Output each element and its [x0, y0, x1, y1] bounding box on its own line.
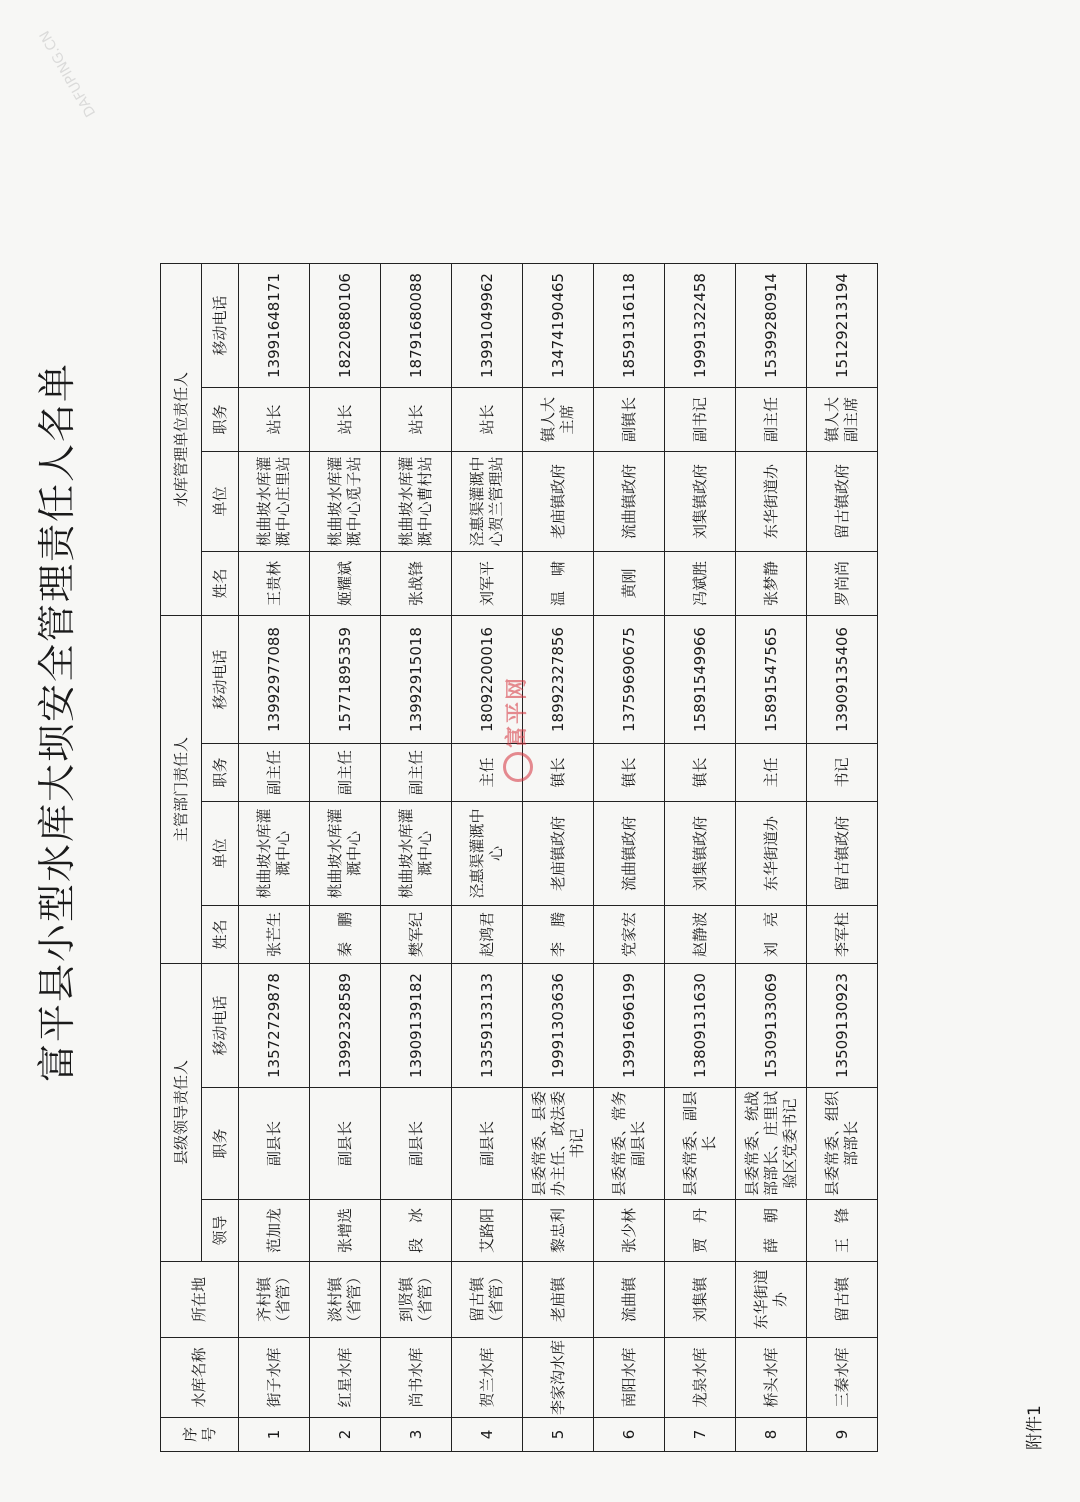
cell-seq: 2 [310, 1418, 381, 1452]
cell-dept-unit: 刘集镇政府 [665, 802, 736, 906]
cell-reservoir: 红星水库 [310, 1338, 381, 1418]
cell-dept-unit: 流曲镇政府 [594, 802, 665, 906]
cell-dept-duty: 镇长 [523, 744, 594, 802]
header-reservoir: 水库名称 [161, 1338, 239, 1418]
cell-location: 刘集镇 [665, 1262, 736, 1338]
cell-unit-duty: 副主任 [736, 388, 807, 452]
brand-watermark-text: 富平网 [505, 675, 530, 748]
cell-county-leader: 张少林 [594, 1200, 665, 1262]
table-row [310, 264, 381, 1452]
cell-dept-duty: 主任 [736, 744, 807, 802]
cell-county-phone: 13359133133 [452, 964, 523, 1088]
cell-dept-name: 党家宏 [594, 906, 665, 964]
cell-county-phone: 13992328589 [310, 964, 381, 1088]
cell-unit-duty: 站长 [452, 388, 523, 452]
cell-unit-duty: 副镇长 [594, 388, 665, 452]
cell-dept-phone: 15891547565 [736, 616, 807, 744]
cell-seq: 6 [594, 1418, 665, 1452]
cell-location: 留古镇 [807, 1262, 878, 1338]
cell-reservoir: 街子水库 [239, 1338, 310, 1418]
cell-county-leader: 贾 丹 [665, 1200, 736, 1262]
cell-unit-phone: 13991648171 [239, 264, 310, 388]
cell-dept-unit: 老庙镇政府 [523, 802, 594, 906]
watermark-domain: DAFUPING.CN [36, 27, 100, 120]
cell-reservoir: 三秦水库 [807, 1338, 878, 1418]
cell-county-leader: 薛 朝 [736, 1200, 807, 1262]
cell-unit-unit: 桃曲坡水库灌溉中心庄里站 [239, 452, 310, 552]
cell-location: 东华街道办 [736, 1262, 807, 1338]
cell-location: 到贤镇（省管） [381, 1262, 452, 1338]
attachment-label: 附件1 [1025, 1405, 1045, 1450]
cell-dept-phone: 13759690675 [594, 616, 665, 744]
cell-seq: 1 [239, 1418, 310, 1452]
header-duty: 职务 [202, 388, 239, 452]
cell-dept-duty: 镇长 [594, 744, 665, 802]
cell-unit-unit: 刘集镇政府 [665, 452, 736, 552]
cell-county-leader: 黎忠利 [523, 1200, 594, 1262]
document-title: 富平县小型水库大坝安全管理责任人名单 [35, 362, 79, 1083]
brand-watermark [500, 622, 540, 782]
header-duty: 职务 [202, 744, 239, 802]
responsibility-table [160, 263, 878, 1452]
cell-unit-phone: 15399280914 [736, 264, 807, 388]
cell-unit-name: 罗尚尚 [807, 552, 878, 616]
header-location: 所在地 [161, 1262, 239, 1338]
cell-dept-phone: 13909135406 [807, 616, 878, 744]
cell-reservoir: 桥头水库 [736, 1338, 807, 1418]
cell-seq: 3 [381, 1418, 452, 1452]
header-unit: 单位 [202, 802, 239, 906]
header-name: 姓名 [202, 552, 239, 616]
cell-dept-duty: 书记 [807, 744, 878, 802]
cell-county-leader: 段 冰 [381, 1200, 452, 1262]
cell-county-duty: 副县长 [310, 1088, 381, 1200]
table-row [381, 264, 452, 1452]
cell-county-phone: 19991303636 [523, 964, 594, 1088]
cell-dept-unit: 泾惠渠灌溉中心 [452, 802, 523, 906]
cell-county-duty: 县委常委、县委办主任、政法委书记 [523, 1088, 594, 1200]
header-phone: 移动电话 [202, 264, 239, 388]
cell-location: 淡村镇（省管） [310, 1262, 381, 1338]
cell-dept-name: 赵静波 [665, 906, 736, 964]
cell-unit-phone: 19991322458 [665, 264, 736, 388]
cell-dept-unit: 桃曲坡水库灌溉中心 [381, 802, 452, 906]
cell-seq: 9 [807, 1418, 878, 1452]
cell-reservoir: 龙泉水库 [665, 1338, 736, 1418]
cell-dept-name: 李军柱 [807, 906, 878, 964]
cell-dept-name: 赵鸿君 [452, 906, 523, 964]
cell-unit-unit: 老庙镇政府 [523, 452, 594, 552]
table-row [452, 264, 523, 1452]
cell-dept-duty: 副主任 [239, 744, 310, 802]
cell-county-leader: 艾路阳 [452, 1200, 523, 1262]
cell-unit-name: 姬耀斌 [310, 552, 381, 616]
cell-location: 老庙镇 [523, 1262, 594, 1338]
cell-dept-phone: 18092200016 [452, 616, 523, 744]
cell-county-leader: 王 锋 [807, 1200, 878, 1262]
cell-unit-unit: 泾惠渠灌溉中心贺兰管理站 [452, 452, 523, 552]
cell-county-duty: 副县长 [381, 1088, 452, 1200]
cell-location: 流曲镇 [594, 1262, 665, 1338]
cell-unit-name: 温 啸 [523, 552, 594, 616]
header-seq: 序号 [161, 1418, 239, 1452]
cell-seq: 5 [523, 1418, 594, 1452]
cell-county-duty: 县委常委、组织部部长 [807, 1088, 878, 1200]
cell-unit-duty: 站长 [239, 388, 310, 452]
cell-county-phone: 13909139182 [381, 964, 452, 1088]
brand-logo-icon [503, 752, 533, 782]
table-row [594, 264, 665, 1452]
cell-dept-phone: 13992977088 [239, 616, 310, 744]
header-unit-group: 水库管理单位责任人 [161, 264, 202, 616]
cell-dept-unit: 桃曲坡水库灌溉中心 [239, 802, 310, 906]
cell-dept-unit: 桃曲坡水库灌溉中心 [310, 802, 381, 906]
cell-unit-phone: 13991049962 [452, 264, 523, 388]
cell-dept-name: 李 腾 [523, 906, 594, 964]
cell-unit-name: 刘军平 [452, 552, 523, 616]
cell-county-duty: 副县长 [452, 1088, 523, 1200]
cell-county-duty: 县委常委、统战部部长、庄里试验区党委书记 [736, 1088, 807, 1200]
cell-seq: 4 [452, 1418, 523, 1452]
header-phone: 移动电话 [202, 616, 239, 744]
header-leader: 领导 [202, 1200, 239, 1262]
cell-unit-duty: 站长 [381, 388, 452, 452]
cell-unit-duty: 镇人大主席 [523, 388, 594, 452]
cell-dept-duty: 副主任 [381, 744, 452, 802]
cell-dept-phone: 15891549966 [665, 616, 736, 744]
cell-reservoir: 贺兰水库 [452, 1338, 523, 1418]
header-dept-group: 主管部门责任人 [161, 616, 202, 964]
cell-county-duty: 县委常委、常务副县长 [594, 1088, 665, 1200]
header-duty: 职务 [202, 1088, 239, 1200]
cell-unit-name: 张梦静 [736, 552, 807, 616]
cell-county-phone: 13572729878 [239, 964, 310, 1088]
cell-dept-phone: 13992915018 [381, 616, 452, 744]
cell-unit-name: 黄刚 [594, 552, 665, 616]
cell-dept-unit: 留古镇政府 [807, 802, 878, 906]
table-row [665, 264, 736, 1452]
cell-dept-duty: 主任 [452, 744, 523, 802]
cell-unit-unit: 流曲镇政府 [594, 452, 665, 552]
cell-county-phone: 13509130923 [807, 964, 878, 1088]
cell-unit-phone: 15129213194 [807, 264, 878, 388]
cell-unit-phone: 18591316118 [594, 264, 665, 388]
cell-unit-name: 张战锋 [381, 552, 452, 616]
cell-location: 留古镇（省管） [452, 1262, 523, 1338]
cell-seq: 7 [665, 1418, 736, 1452]
table-row [736, 264, 807, 1452]
cell-dept-phone: 18992327856 [523, 616, 594, 744]
cell-county-phone: 13809131630 [665, 964, 736, 1088]
cell-unit-duty: 副书记 [665, 388, 736, 452]
cell-unit-phone: 18220880106 [310, 264, 381, 388]
cell-county-leader: 张增选 [310, 1200, 381, 1262]
cell-unit-phone: 18791680088 [381, 264, 452, 388]
cell-unit-unit: 留古镇政府 [807, 452, 878, 552]
cell-dept-phone: 15771895359 [310, 616, 381, 744]
cell-unit-name: 王贵林 [239, 552, 310, 616]
cell-unit-duty: 站长 [310, 388, 381, 452]
cell-unit-unit: 东华街道办 [736, 452, 807, 552]
cell-unit-unit: 桃曲坡水库灌溉中心曹村站 [381, 452, 452, 552]
header-county-group: 县级领导责任人 [161, 964, 202, 1262]
cell-county-leader: 范加龙 [239, 1200, 310, 1262]
cell-dept-name: 刘 亮 [736, 906, 807, 964]
cell-county-phone: 13991696199 [594, 964, 665, 1088]
cell-dept-unit: 东华街道办 [736, 802, 807, 906]
cell-unit-phone: 13474190465 [523, 264, 594, 388]
cell-unit-duty: 镇人大副主席 [807, 388, 878, 452]
cell-dept-duty: 镇长 [665, 744, 736, 802]
cell-dept-duty: 副主任 [310, 744, 381, 802]
cell-county-duty: 县委常委、副县长 [665, 1088, 736, 1200]
cell-reservoir: 尚书水库 [381, 1338, 452, 1418]
cell-location: 齐村镇（省管） [239, 1262, 310, 1338]
cell-dept-name: 秦 鹏 [310, 906, 381, 964]
header-unit: 单位 [202, 452, 239, 552]
cell-unit-name: 冯斌胜 [665, 552, 736, 616]
cell-reservoir: 南阳水库 [594, 1338, 665, 1418]
cell-county-phone: 15309133069 [736, 964, 807, 1088]
cell-reservoir: 李家沟水库 [523, 1338, 594, 1418]
cell-dept-name: 樊军纪 [381, 906, 452, 964]
table-row [523, 264, 594, 1452]
header-phone: 移动电话 [202, 964, 239, 1088]
cell-county-duty: 副县长 [239, 1088, 310, 1200]
cell-unit-unit: 桃曲坡水库灌溉中心觅子站 [310, 452, 381, 552]
header-name: 姓名 [202, 906, 239, 964]
table-row [807, 264, 878, 1452]
cell-dept-name: 张芒生 [239, 906, 310, 964]
table-row [239, 264, 310, 1452]
cell-seq: 8 [736, 1418, 807, 1452]
